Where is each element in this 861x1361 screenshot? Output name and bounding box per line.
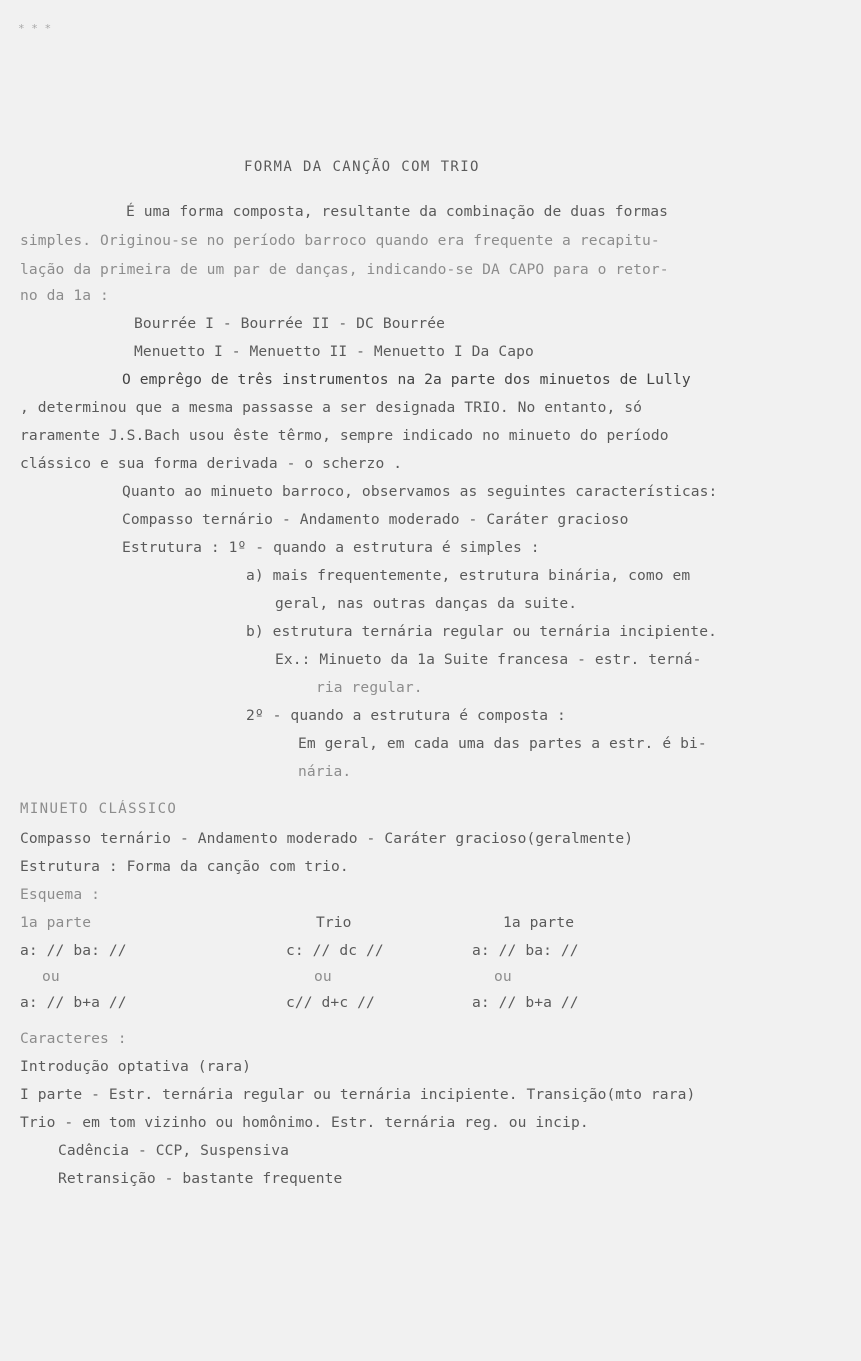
chars-item-1: Introdução optativa (rara) xyxy=(20,1058,252,1075)
para2-line-1: O emprêgo de três instrumentos na 2a parte dos minuetos de Lully xyxy=(122,371,691,388)
scheme-ou-col2: ou xyxy=(314,968,332,985)
scheme-row2-col1: a: // b+a // xyxy=(20,994,127,1011)
chars-item-2: I parte - Estr. ternária regular ou ternária incipiente. Transição(mto rara) xyxy=(20,1086,696,1103)
intro-line-4: no da 1a : xyxy=(20,287,109,304)
scheme-header-first: 1a parte xyxy=(20,914,92,931)
intro-line-3: lação da primeira de um par de danças, indicando-se DA CAPO para o retor- xyxy=(20,261,669,278)
scheme-row1-col2: c: // dc // xyxy=(286,942,384,959)
scheme-row2-col2: c// d+c // xyxy=(286,994,375,1011)
page-corner-mark: * * * xyxy=(18,22,52,35)
chars-item-5: Retransição - bastante frequente xyxy=(58,1170,343,1187)
baroque-structure-2-line-3: nária. xyxy=(298,763,352,780)
baroque-item-a-2: geral, nas outras danças da suite. xyxy=(275,595,578,612)
chars-item-4: Cadência - CCP, Suspensiva xyxy=(58,1142,290,1159)
para2-line-2: , determinou que a mesma passasse a ser designada TRIO. No entanto, só xyxy=(20,399,643,416)
scheme-row1-col3: a: // ba: // xyxy=(472,942,579,959)
intro-line-1: É uma forma composta, resultante da combinação de duas formas xyxy=(126,203,669,220)
classic-traits: Compasso ternário - Andamento moderado - Caráter gracioso(geralmente) xyxy=(20,830,634,847)
classic-structure: Estrutura : Forma da canção com trio. xyxy=(20,858,349,875)
example-bourree: Bourrée I - Bourrée II - DC Bourrée xyxy=(134,315,446,332)
baroque-traits: Compasso ternário - Andamento moderado - Caráter gracioso xyxy=(122,511,629,528)
chars-label: Caracteres : xyxy=(20,1030,127,1047)
baroque-item-b-1: b) estrutura ternária regular ou ternária incipiente. xyxy=(246,623,717,640)
example-menuetto: Menuetto I - Menuetto II - Menuetto I Da Capo xyxy=(134,343,534,360)
scheme-row1-col1: a: // ba: // xyxy=(20,942,127,959)
scheme-ou-col1: ou xyxy=(42,968,60,985)
scheme-header-trio: Trio xyxy=(316,914,352,931)
scheme-row2-col3: a: // b+a // xyxy=(472,994,579,1011)
scheme-label: Esquema : xyxy=(20,886,100,903)
baroque-intro: Quanto ao minueto barroco, observamos as seguintes características: xyxy=(122,483,718,500)
scheme-ou-col3: ou xyxy=(494,968,512,985)
page-title: FORMA DA CANÇÃO COM TRIO xyxy=(244,159,480,175)
baroque-item-b-2: Ex.: Minueto da 1a Suite francesa - estr. terná- xyxy=(275,651,702,668)
baroque-structure-1: Estrutura : 1º - quando a estrutura é simples : xyxy=(122,539,540,556)
baroque-item-a-1: a) mais frequentemente, estrutura binária, como em xyxy=(246,567,691,584)
intro-line-2: simples. Originou-se no período barroco quando era frequente a recapitu- xyxy=(20,232,660,249)
para2-line-3: raramente J.S.Bach usou êste têrmo, sempre indicado no minueto do período xyxy=(20,427,669,444)
classic-heading: MINUETO CLÁSSICO xyxy=(20,801,178,817)
para2-line-4: clássico e sua forma derivada - o scherzo . xyxy=(20,455,403,472)
scheme-header-last: 1a parte xyxy=(503,914,575,931)
chars-item-3: Trio - em tom vizinho ou homônimo. Estr. ternária reg. ou incip. xyxy=(20,1114,589,1131)
baroque-structure-2: 2º - quando a estrutura é composta : xyxy=(246,707,566,724)
baroque-item-b-3: ria regular. xyxy=(316,679,423,696)
baroque-structure-2-line-2: Em geral, em cada uma das partes a estr. é bi- xyxy=(298,735,707,752)
